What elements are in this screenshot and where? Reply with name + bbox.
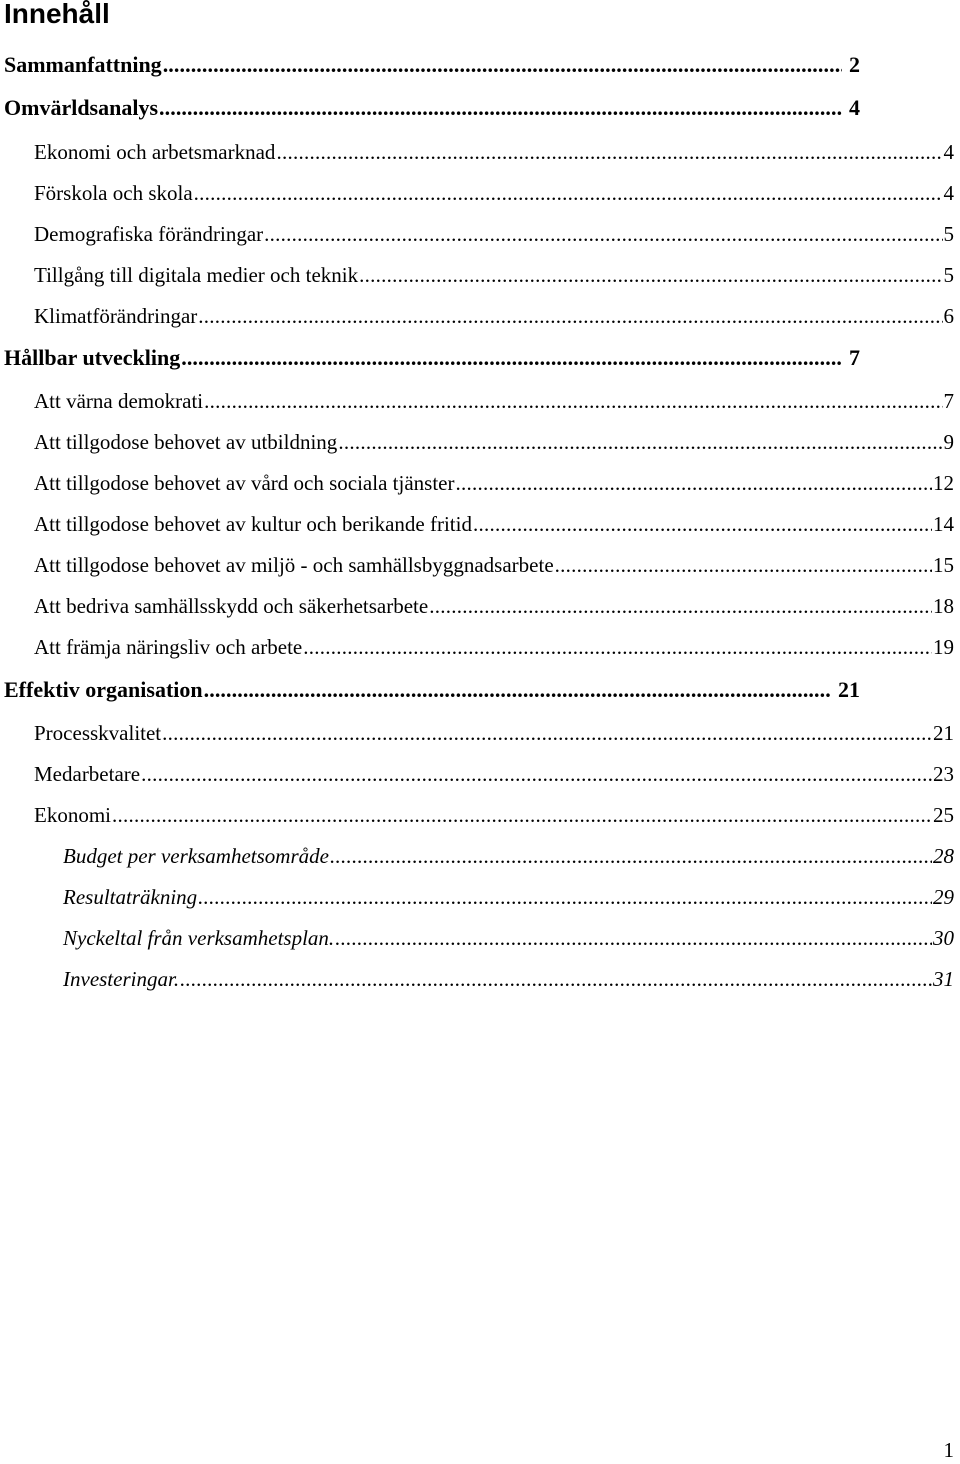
toc-entry-title: Ekonomi [34,803,111,827]
toc-entry[interactable] [34,262,954,288]
toc-dot-leader [198,884,932,910]
toc-entry[interactable] [4,95,860,121]
toc-entry-page: 15 [933,553,954,577]
toc-dot-leader [338,429,942,455]
toc-entry-page: 6 [943,304,954,328]
toc-entry[interactable] [63,884,954,910]
toc-entry-page: 18 [933,594,954,618]
toc-entry-page: 7 [849,345,860,370]
toc-dot-leader [455,470,932,496]
toc-entry-title: Förskola och skola [34,181,193,205]
toc-entry[interactable] [4,52,860,78]
toc-entry-title: Att bedriva samhällsskydd och säkerhetsarbete [34,594,429,618]
toc-entry[interactable] [34,552,954,578]
toc-entry[interactable] [34,511,954,537]
toc-dot-leader [359,262,942,288]
toc-entry-title: Att tillgodose behovet av kultur och berikande fritid [34,512,472,536]
toc-entry-title: Att tillgodose behovet av utbildning [34,430,338,454]
toc-entry[interactable] [63,925,954,951]
toc-entry-page: 14 [933,512,954,536]
toc-entry-page: 12 [933,471,954,495]
toc-entry-page: 29 [933,885,954,909]
toc-dot-leader [264,221,942,247]
toc-entry-page: 9 [943,430,954,454]
toc-dot-leader [180,966,932,992]
toc-entry[interactable] [4,345,860,371]
toc-entry[interactable] [63,966,954,992]
toc-entry[interactable] [34,429,954,455]
page-number: 1 [943,1438,954,1462]
toc-entry-title: Budget per verksamhetsområde [63,844,329,868]
toc-entry-title: Att värna demokrati [34,389,204,413]
toc-entry[interactable] [34,634,954,660]
toc-entry-title: Medarbetare [34,762,141,786]
toc-entry-page: 2 [849,52,860,77]
toc-entry[interactable] [34,221,954,247]
toc-entry-title: Omvärldsanalys [4,95,159,120]
toc-dot-leader [163,52,842,78]
toc-entry[interactable] [34,180,954,206]
toc-dot-leader [181,345,842,371]
toc-dot-leader [276,139,942,165]
toc-entry-page: 5 [943,263,954,287]
toc-entry-title: Nyckeltal från verksamhetsplan. [63,926,335,950]
toc-entry[interactable] [34,388,954,414]
toc-entry-page: 4 [943,181,954,205]
toc-dot-leader [330,843,932,869]
toc-dot-leader [473,511,932,537]
toc-entry-page: 7 [943,389,954,413]
toc-entry-page: 5 [943,222,954,246]
toc-heading: Innehåll [4,0,110,29]
toc-entry-title: Ekonomi och arbetsmarknad [34,140,276,164]
toc-entry[interactable] [34,139,954,165]
toc-entry-page: 4 [849,95,860,120]
toc-entry-title: Demografiska förändringar [34,222,264,246]
toc-entry-page: 4 [943,140,954,164]
toc-entry-page: 23 [933,762,954,786]
toc-entry[interactable] [34,802,954,828]
toc-dot-leader [204,677,831,703]
toc-dot-leader [198,303,942,329]
toc-entry-title: Att tillgodose behovet av miljö - och samhällsbyggnadsarbete [34,553,554,577]
toc-dot-leader [335,925,932,951]
toc-entry[interactable] [34,470,954,496]
toc-entry-page: 30 [933,926,954,950]
toc-entry-title: Effektiv organisation [4,677,203,702]
toc-dot-leader [555,552,932,578]
toc-entry-title: Resultaträkning [63,885,198,909]
toc-entry-title: Att främja näringsliv och arbete [34,635,303,659]
toc-dot-leader [303,634,932,660]
toc-dot-leader [159,95,842,121]
toc-dot-leader [141,761,932,787]
toc-entry-title: Sammanfattning [4,52,162,77]
toc-entry-title: Hållbar utveckling [4,345,181,370]
toc-entry-title: Processkvalitet [34,721,162,745]
toc-entry-title: Investeringar. [63,967,180,991]
toc-entry-title: Klimatförändringar [34,304,198,328]
toc-dot-leader [162,720,932,746]
toc-entry-title: Att tillgodose behovet av vård och sociala tjänster [34,471,455,495]
toc-dot-leader [194,180,943,206]
toc-entry-page: 21 [933,721,954,745]
toc-dot-leader [204,388,942,414]
toc-entry[interactable] [34,720,954,746]
toc-dot-leader [429,593,932,619]
toc-entry-page: 28 [933,844,954,868]
toc-entry-page: 21 [838,677,860,702]
toc-entry[interactable] [63,843,954,869]
toc-entry-page: 19 [933,635,954,659]
toc-entry[interactable] [34,593,954,619]
toc-entry[interactable] [34,303,954,329]
toc-dot-leader [112,802,932,828]
toc-entry-title: Tillgång till digitala medier och teknik [34,263,359,287]
toc-entry-page: 31 [933,967,954,991]
toc-entry[interactable] [4,677,860,703]
toc-entry[interactable] [34,761,954,787]
toc-entry-page: 25 [933,803,954,827]
